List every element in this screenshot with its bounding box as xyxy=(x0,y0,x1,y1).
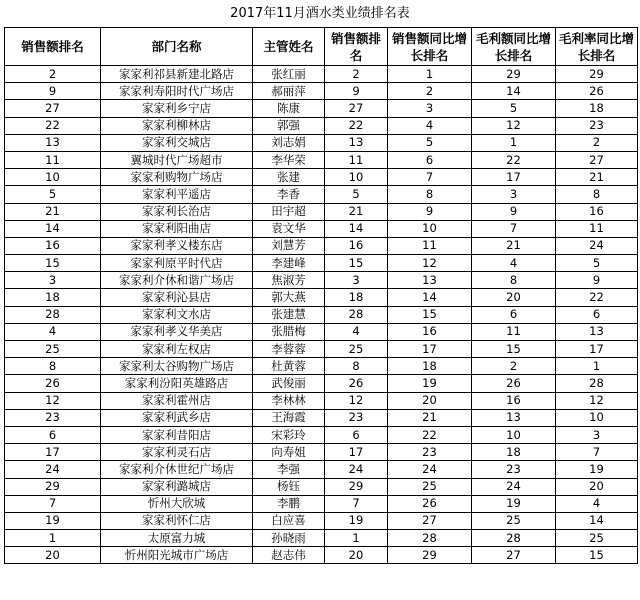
cell-sales-rank[interactable]: 12 xyxy=(5,392,101,409)
cell-gross-margin-yoy-rank[interactable]: 29 xyxy=(556,66,638,83)
cell-sales-yoy-rank[interactable]: 11 xyxy=(388,237,472,254)
cell-department[interactable]: 家家利寿阳时代广场店 xyxy=(101,83,253,100)
cell-sales-yoy-rank[interactable]: 2 xyxy=(388,83,472,100)
cell-sales-yoy-rank[interactable]: 15 xyxy=(388,306,472,323)
cell-manager[interactable]: 郝丽萍 xyxy=(253,83,325,100)
table-row xyxy=(5,426,638,443)
cell-gross-margin-yoy-rank[interactable]: 2 xyxy=(556,134,638,151)
table-row xyxy=(5,461,638,478)
cell-sales-rank[interactable]: 9 xyxy=(5,83,101,100)
cell-department[interactable]: 家家利武乡店 xyxy=(101,409,253,426)
table-row xyxy=(5,530,638,547)
cell-sales-rank-2[interactable]: 24 xyxy=(325,461,388,478)
cell-sales-rank-2[interactable]: 2 xyxy=(325,66,388,83)
cell-gross-profit-yoy-rank[interactable]: 15 xyxy=(472,341,556,358)
table-row xyxy=(5,392,638,409)
table-row xyxy=(5,134,638,151)
cell-gross-profit-yoy-rank[interactable]: 2 xyxy=(472,358,556,375)
cell-sales-yoy-rank[interactable]: 9 xyxy=(388,203,472,220)
cell-sales-rank-2[interactable]: 22 xyxy=(325,117,388,134)
table-row xyxy=(5,186,638,203)
cell-gross-margin-yoy-rank[interactable]: 13 xyxy=(556,323,638,340)
table-row xyxy=(5,341,638,358)
cell-department[interactable]: 家家利左权店 xyxy=(101,341,253,358)
cell-gross-margin-yoy-rank[interactable]: 21 xyxy=(556,169,638,186)
cell-sales-yoy-rank[interactable]: 26 xyxy=(388,495,472,512)
header-sales-rank[interactable]: 销售额排名 xyxy=(5,28,101,66)
cell-manager[interactable]: 李建峰 xyxy=(253,255,325,272)
cell-sales-rank-2[interactable]: 6 xyxy=(325,426,388,443)
cell-gross-margin-yoy-rank[interactable]: 4 xyxy=(556,495,638,512)
cell-department[interactable]: 忻州阳光城市广场店 xyxy=(101,547,253,564)
cell-sales-yoy-rank[interactable]: 23 xyxy=(388,444,472,461)
cell-sales-rank[interactable]: 5 xyxy=(5,186,101,203)
cell-sales-yoy-rank[interactable]: 10 xyxy=(388,220,472,237)
cell-gross-profit-yoy-rank[interactable]: 1 xyxy=(472,134,556,151)
cell-department[interactable]: 家家利购物广场店 xyxy=(101,169,253,186)
table-row xyxy=(5,237,638,254)
cell-department[interactable]: 家家利昔阳店 xyxy=(101,426,253,443)
table-row xyxy=(5,83,638,100)
cell-department[interactable]: 翼城时代广场超市 xyxy=(101,151,253,168)
cell-sales-yoy-rank[interactable]: 24 xyxy=(388,461,472,478)
cell-department[interactable]: 家家利怀仁店 xyxy=(101,512,253,529)
cell-sales-rank[interactable]: 8 xyxy=(5,358,101,375)
cell-sales-yoy-rank[interactable]: 21 xyxy=(388,409,472,426)
cell-sales-rank-2[interactable]: 19 xyxy=(325,512,388,529)
cell-gross-profit-yoy-rank[interactable]: 5 xyxy=(472,100,556,117)
cell-gross-profit-yoy-rank[interactable]: 27 xyxy=(472,547,556,564)
cell-sales-rank-2[interactable]: 27 xyxy=(325,100,388,117)
cell-sales-rank[interactable]: 20 xyxy=(5,547,101,564)
table-row xyxy=(5,512,638,529)
cell-sales-rank-2[interactable]: 9 xyxy=(325,83,388,100)
cell-gross-margin-yoy-rank[interactable]: 18 xyxy=(556,100,638,117)
cell-department[interactable]: 家家利原平时代店 xyxy=(101,255,253,272)
cell-sales-rank-2[interactable]: 20 xyxy=(325,547,388,564)
cell-sales-rank[interactable]: 14 xyxy=(5,220,101,237)
cell-manager[interactable]: 李华荣 xyxy=(253,151,325,168)
cell-sales-rank[interactable]: 27 xyxy=(5,100,101,117)
cell-manager[interactable]: 李鹏 xyxy=(253,495,325,512)
cell-sales-rank-2[interactable]: 12 xyxy=(325,392,388,409)
cell-sales-yoy-rank[interactable]: 17 xyxy=(388,341,472,358)
cell-department[interactable]: 家家利长治店 xyxy=(101,203,253,220)
cell-sales-rank-2[interactable]: 8 xyxy=(325,358,388,375)
cell-gross-margin-yoy-rank[interactable]: 17 xyxy=(556,341,638,358)
cell-gross-profit-yoy-rank[interactable]: 20 xyxy=(472,289,556,306)
cell-sales-rank-2[interactable]: 15 xyxy=(325,255,388,272)
cell-sales-rank[interactable]: 4 xyxy=(5,323,101,340)
cell-sales-yoy-rank[interactable]: 18 xyxy=(388,358,472,375)
cell-manager[interactable]: 陈康 xyxy=(253,100,325,117)
cell-gross-profit-yoy-rank[interactable]: 16 xyxy=(472,392,556,409)
cell-gross-margin-yoy-rank[interactable]: 19 xyxy=(556,461,638,478)
table-row xyxy=(5,272,638,289)
cell-sales-rank[interactable]: 24 xyxy=(5,461,101,478)
cell-gross-margin-yoy-rank[interactable]: 23 xyxy=(556,117,638,134)
cell-sales-rank-2[interactable]: 23 xyxy=(325,409,388,426)
cell-manager[interactable]: 李林林 xyxy=(253,392,325,409)
cell-sales-rank[interactable]: 26 xyxy=(5,375,101,392)
table-row xyxy=(5,547,638,564)
cell-sales-yoy-rank[interactable]: 8 xyxy=(388,186,472,203)
cell-manager[interactable]: 刘慧芳 xyxy=(253,237,325,254)
cell-sales-yoy-rank[interactable]: 6 xyxy=(388,151,472,168)
cell-sales-rank[interactable]: 17 xyxy=(5,444,101,461)
cell-sales-rank-2[interactable]: 7 xyxy=(325,495,388,512)
cell-sales-rank[interactable]: 7 xyxy=(5,495,101,512)
cell-department[interactable]: 家家利灵石店 xyxy=(101,444,253,461)
table-row xyxy=(5,220,638,237)
header-department[interactable]: 部门名称 xyxy=(101,28,253,66)
cell-gross-profit-yoy-rank[interactable]: 19 xyxy=(472,495,556,512)
header-sales-rank-2[interactable]: 销售额排名 xyxy=(325,28,388,66)
cell-sales-rank-2[interactable]: 3 xyxy=(325,272,388,289)
cell-sales-yoy-rank[interactable]: 3 xyxy=(388,100,472,117)
cell-sales-yoy-rank[interactable]: 22 xyxy=(388,426,472,443)
cell-gross-margin-yoy-rank[interactable]: 3 xyxy=(556,426,638,443)
cell-gross-profit-yoy-rank[interactable]: 3 xyxy=(472,186,556,203)
cell-sales-yoy-rank[interactable]: 5 xyxy=(388,134,472,151)
cell-gross-profit-yoy-rank[interactable]: 11 xyxy=(472,323,556,340)
cell-department[interactable]: 家家利介休和谐广场店 xyxy=(101,272,253,289)
cell-gross-margin-yoy-rank[interactable]: 9 xyxy=(556,272,638,289)
cell-gross-margin-yoy-rank[interactable]: 20 xyxy=(556,478,638,495)
cell-sales-yoy-rank[interactable]: 25 xyxy=(388,478,472,495)
cell-manager[interactable]: 焦淑芳 xyxy=(253,272,325,289)
cell-gross-margin-yoy-rank[interactable]: 15 xyxy=(556,547,638,564)
cell-gross-margin-yoy-rank[interactable]: 16 xyxy=(556,203,638,220)
cell-department[interactable]: 家家利汾阳英雄路店 xyxy=(101,375,253,392)
cell-sales-yoy-rank[interactable]: 29 xyxy=(388,547,472,564)
table-row xyxy=(5,409,638,426)
cell-gross-profit-yoy-rank[interactable]: 18 xyxy=(472,444,556,461)
table-row xyxy=(5,358,638,375)
cell-gross-profit-yoy-rank[interactable]: 25 xyxy=(472,512,556,529)
table-row xyxy=(5,289,638,306)
cell-sales-rank[interactable]: 13 xyxy=(5,134,101,151)
cell-gross-profit-yoy-rank[interactable]: 28 xyxy=(472,530,556,547)
cell-manager[interactable]: 王海霞 xyxy=(253,409,325,426)
cell-sales-rank[interactable]: 19 xyxy=(5,512,101,529)
cell-department[interactable]: 家家利孝义楼东店 xyxy=(101,237,253,254)
cell-manager[interactable]: 田宇超 xyxy=(253,203,325,220)
cell-gross-profit-yoy-rank[interactable]: 14 xyxy=(472,83,556,100)
table-row xyxy=(5,306,638,323)
cell-gross-margin-yoy-rank[interactable]: 26 xyxy=(556,83,638,100)
header-row xyxy=(5,28,638,66)
cell-manager[interactable]: 郭强 xyxy=(253,117,325,134)
cell-manager[interactable]: 白应喜 xyxy=(253,512,325,529)
table-row xyxy=(5,169,638,186)
cell-sales-yoy-rank[interactable]: 27 xyxy=(388,512,472,529)
cell-gross-margin-yoy-rank[interactable]: 14 xyxy=(556,512,638,529)
cell-gross-margin-yoy-rank[interactable]: 7 xyxy=(556,444,638,461)
cell-sales-rank-2[interactable]: 17 xyxy=(325,444,388,461)
cell-sales-rank[interactable]: 1 xyxy=(5,530,101,547)
cell-department[interactable]: 家家利沁县店 xyxy=(101,289,253,306)
cell-manager[interactable]: 李香 xyxy=(253,186,325,203)
cell-sales-rank[interactable]: 15 xyxy=(5,255,101,272)
cell-gross-profit-yoy-rank[interactable]: 4 xyxy=(472,255,556,272)
sheet-title: 2017年11月酒水类业绩排名表 xyxy=(230,6,410,21)
table-row xyxy=(5,323,638,340)
cell-sales-yoy-rank[interactable]: 20 xyxy=(388,392,472,409)
cell-sales-yoy-rank[interactable]: 28 xyxy=(388,530,472,547)
cell-department[interactable]: 忻州大欣城 xyxy=(101,495,253,512)
table-row xyxy=(5,203,638,220)
cell-manager[interactable]: 李蓉蓉 xyxy=(253,341,325,358)
cell-department[interactable]: 家家利交城店 xyxy=(101,134,253,151)
cell-sales-rank[interactable]: 22 xyxy=(5,117,101,134)
cell-manager[interactable]: 刘志娟 xyxy=(253,134,325,151)
cell-gross-margin-yoy-rank[interactable]: 22 xyxy=(556,289,638,306)
table-row xyxy=(5,100,638,117)
cell-sales-rank-2[interactable]: 18 xyxy=(325,289,388,306)
ranking-table xyxy=(4,27,638,564)
cell-gross-profit-yoy-rank[interactable]: 8 xyxy=(472,272,556,289)
cell-gross-margin-yoy-rank[interactable]: 8 xyxy=(556,186,638,203)
cell-sales-rank-2[interactable]: 16 xyxy=(325,237,388,254)
cell-gross-profit-yoy-rank[interactable]: 12 xyxy=(472,117,556,134)
cell-department[interactable]: 家家利平遥店 xyxy=(101,186,253,203)
cell-gross-margin-yoy-rank[interactable]: 28 xyxy=(556,375,638,392)
cell-manager[interactable]: 张腊梅 xyxy=(253,323,325,340)
cell-manager[interactable]: 张建 xyxy=(253,169,325,186)
cell-sales-rank-2[interactable]: 11 xyxy=(325,151,388,168)
cell-gross-margin-yoy-rank[interactable]: 24 xyxy=(556,237,638,254)
cell-manager[interactable]: 袁文华 xyxy=(253,220,325,237)
cell-gross-margin-yoy-rank[interactable]: 1 xyxy=(556,358,638,375)
cell-manager[interactable]: 武俊丽 xyxy=(253,375,325,392)
cell-gross-margin-yoy-rank[interactable]: 12 xyxy=(556,392,638,409)
cell-manager[interactable]: 郭大燕 xyxy=(253,289,325,306)
cell-sales-rank-2[interactable]: 28 xyxy=(325,306,388,323)
cell-sales-rank-2[interactable]: 4 xyxy=(325,323,388,340)
cell-sales-rank[interactable]: 10 xyxy=(5,169,101,186)
cell-manager[interactable]: 杜黄蓉 xyxy=(253,358,325,375)
cell-department[interactable]: 家家利霍州店 xyxy=(101,392,253,409)
cell-manager[interactable]: 向寿姐 xyxy=(253,444,325,461)
cell-sales-rank-2[interactable]: 10 xyxy=(325,169,388,186)
table-body xyxy=(5,66,638,564)
cell-gross-margin-yoy-rank[interactable]: 27 xyxy=(556,151,638,168)
cell-sales-yoy-rank[interactable]: 12 xyxy=(388,255,472,272)
table-row xyxy=(5,375,638,392)
cell-department[interactable]: 家家利阳曲店 xyxy=(101,220,253,237)
cell-sales-rank[interactable]: 23 xyxy=(5,409,101,426)
cell-department[interactable]: 家家利祁县新建北路店 xyxy=(101,66,253,83)
cell-sales-rank-2[interactable]: 13 xyxy=(325,134,388,151)
cell-department[interactable]: 家家利潞城店 xyxy=(101,478,253,495)
cell-gross-profit-yoy-rank[interactable]: 17 xyxy=(472,169,556,186)
cell-department[interactable]: 家家利介休世纪广场店 xyxy=(101,461,253,478)
cell-sales-rank-2[interactable]: 26 xyxy=(325,375,388,392)
cell-gross-margin-yoy-rank[interactable]: 11 xyxy=(556,220,638,237)
cell-gross-profit-yoy-rank[interactable]: 6 xyxy=(472,306,556,323)
cell-sales-yoy-rank[interactable]: 19 xyxy=(388,375,472,392)
cell-department[interactable]: 家家利孝义华美店 xyxy=(101,323,253,340)
cell-sales-rank[interactable]: 11 xyxy=(5,151,101,168)
header-sales-yoy-rank[interactable]: 销售额同比增长排名 xyxy=(388,28,472,66)
cell-sales-rank-2[interactable]: 1 xyxy=(325,530,388,547)
cell-manager[interactable]: 孙晓雨 xyxy=(253,530,325,547)
header-gross-margin-yoy-rank[interactable]: 毛利率同比增长排名 xyxy=(556,28,638,66)
cell-gross-profit-yoy-rank[interactable]: 29 xyxy=(472,66,556,83)
cell-sales-rank-2[interactable]: 21 xyxy=(325,203,388,220)
cell-gross-profit-yoy-rank[interactable]: 26 xyxy=(472,375,556,392)
cell-department[interactable]: 家家利文水店 xyxy=(101,306,253,323)
cell-gross-margin-yoy-rank[interactable]: 5 xyxy=(556,255,638,272)
cell-sales-yoy-rank[interactable]: 16 xyxy=(388,323,472,340)
table-row xyxy=(5,478,638,495)
cell-sales-yoy-rank[interactable]: 13 xyxy=(388,272,472,289)
cell-sales-rank[interactable]: 28 xyxy=(5,306,101,323)
cell-gross-margin-yoy-rank[interactable]: 10 xyxy=(556,409,638,426)
table-row xyxy=(5,66,638,83)
cell-sales-rank[interactable]: 29 xyxy=(5,478,101,495)
cell-sales-rank-2[interactable]: 14 xyxy=(325,220,388,237)
cell-sales-rank[interactable]: 2 xyxy=(5,66,101,83)
cell-gross-profit-yoy-rank[interactable]: 21 xyxy=(472,237,556,254)
table-row xyxy=(5,495,638,512)
table-row xyxy=(5,117,638,134)
cell-sales-rank-2[interactable]: 29 xyxy=(325,478,388,495)
header-gross-profit-yoy-rank[interactable]: 毛利额同比增长排名 xyxy=(472,28,556,66)
cell-gross-profit-yoy-rank[interactable]: 10 xyxy=(472,426,556,443)
cell-gross-margin-yoy-rank[interactable]: 25 xyxy=(556,530,638,547)
cell-gross-profit-yoy-rank[interactable]: 24 xyxy=(472,478,556,495)
cell-manager[interactable]: 赵志伟 xyxy=(253,547,325,564)
cell-sales-yoy-rank[interactable]: 4 xyxy=(388,117,472,134)
cell-gross-profit-yoy-rank[interactable]: 9 xyxy=(472,203,556,220)
cell-sales-rank[interactable]: 16 xyxy=(5,237,101,254)
cell-gross-profit-yoy-rank[interactable]: 13 xyxy=(472,409,556,426)
cell-sales-yoy-rank[interactable]: 1 xyxy=(388,66,472,83)
cell-gross-profit-yoy-rank[interactable]: 7 xyxy=(472,220,556,237)
cell-manager[interactable]: 张红丽 xyxy=(253,66,325,83)
cell-department[interactable]: 家家利柳林店 xyxy=(101,117,253,134)
cell-manager[interactable]: 李强 xyxy=(253,461,325,478)
cell-gross-profit-yoy-rank[interactable]: 23 xyxy=(472,461,556,478)
header-manager[interactable]: 主管姓名 xyxy=(253,28,325,66)
cell-gross-profit-yoy-rank[interactable]: 22 xyxy=(472,151,556,168)
cell-manager[interactable]: 宋彩玲 xyxy=(253,426,325,443)
cell-department[interactable]: 家家利太谷购物广场店 xyxy=(101,358,253,375)
cell-sales-rank-2[interactable]: 5 xyxy=(325,186,388,203)
cell-sales-rank[interactable]: 6 xyxy=(5,426,101,443)
cell-sales-rank[interactable]: 21 xyxy=(5,203,101,220)
table-row xyxy=(5,151,638,168)
cell-sales-rank[interactable]: 18 xyxy=(5,289,101,306)
table-row xyxy=(5,255,638,272)
cell-sales-rank-2[interactable]: 25 xyxy=(325,341,388,358)
cell-gross-margin-yoy-rank[interactable]: 6 xyxy=(556,306,638,323)
cell-manager[interactable]: 杨钰 xyxy=(253,478,325,495)
cell-sales-rank[interactable]: 3 xyxy=(5,272,101,289)
cell-sales-yoy-rank[interactable]: 7 xyxy=(388,169,472,186)
cell-department[interactable]: 家家利乡宁店 xyxy=(101,100,253,117)
cell-department[interactable]: 太原富力城 xyxy=(101,530,253,547)
table-row xyxy=(5,444,638,461)
cell-sales-yoy-rank[interactable]: 14 xyxy=(388,289,472,306)
cell-sales-rank[interactable]: 25 xyxy=(5,341,101,358)
cell-manager[interactable]: 张建慧 xyxy=(253,306,325,323)
